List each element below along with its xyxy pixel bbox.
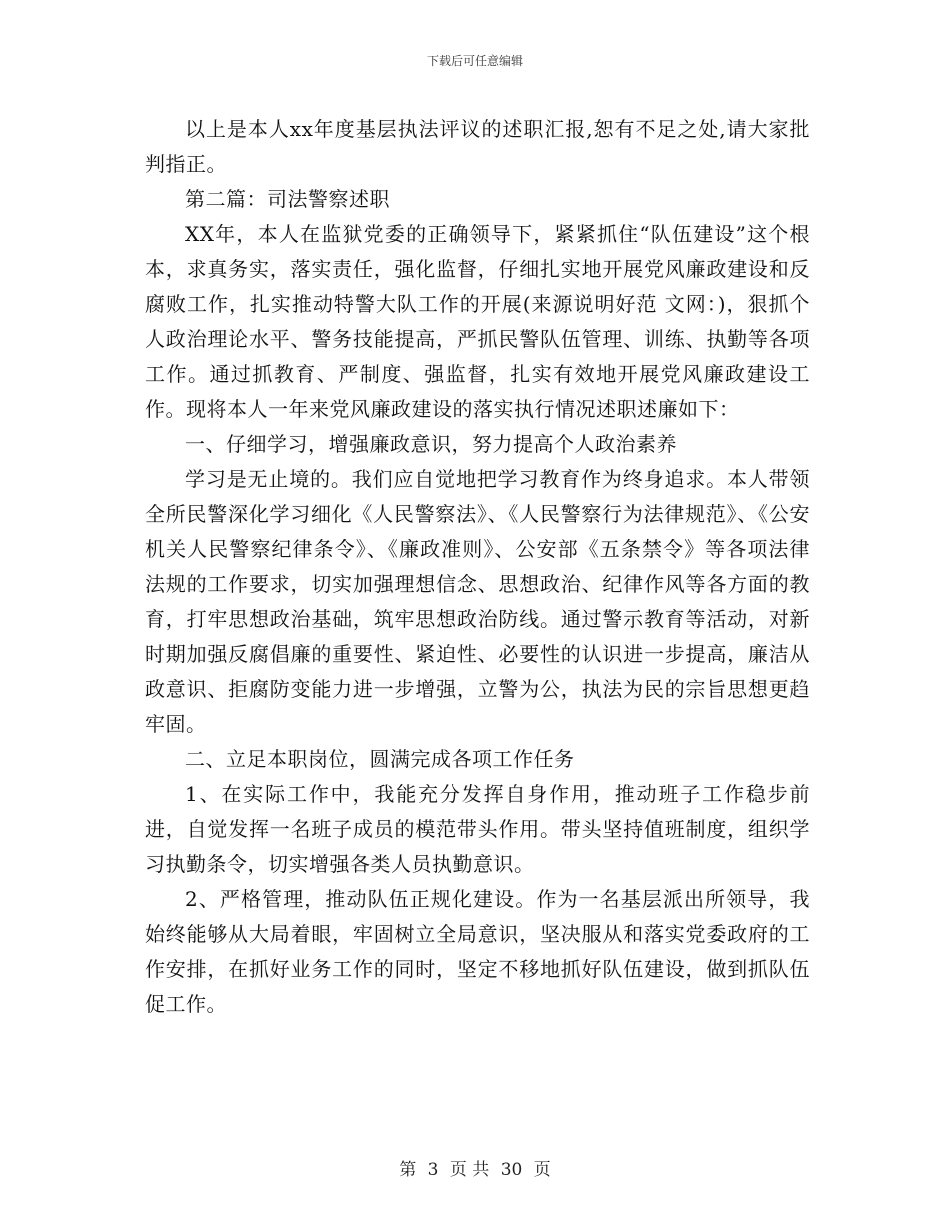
document-body xyxy=(145,112,810,1022)
footer-prefix: 第 xyxy=(399,1160,417,1180)
heading-one: 一、仔细学习，增强廉政意识，努力提高个人政治素养 xyxy=(185,432,677,456)
paragraph-item-one: 1、在实际工作中，我能充分发挥自身作用，推动班子工作稳步前进，自觉发挥一名班子成员的模范带头作用。带头坚持值班制度，组织学习执勤条令，切实增强各类人员执勤意识。 xyxy=(145,782,810,876)
paragraph-item-two: 2、严格管理，推动队伍正规化建设。作为一名基层派出所领导，我始终能够从大局着眼，牢固树立全局意识，坚决服从和落实党委政府的工作安排，在抓好业务工作的同时，坚定不移地抓好队伍建设，做到抓队伍促工作。 xyxy=(145,887,810,1016)
heading-two: 二、立足本职岗位，圆满完成各项工作任务 xyxy=(185,747,575,771)
footer-page-number: 3 xyxy=(427,1160,439,1180)
page-footer xyxy=(0,1155,950,1180)
footer-total-pages: 30 xyxy=(500,1160,523,1180)
paragraph-study: 学习是无止境的。我们应自觉地把学习教育作为终身追求。本人带领全所民警深化学习细化《人民警察法》、《人民警察行为法律规范》、《公安机关人民警察纪律条令》、《廉政准则》、公安部《五条禁令》等各项法律法规的工作要求，切实加强理想信念、思想政治、纪律作风等各方面的教育，打牢思想政治基础，筑牢思想政治防线。通过警示教育等活动，对新时期加强反腐倡廉的重要性、紧迫性、必要性的认识进一步提高，廉洁从政意识、拒腐防变能力进一步增强，立警为公，执法为民的宗旨思想更趋牢固。 xyxy=(145,467,810,736)
footer-suffix: 页 xyxy=(533,1160,551,1180)
page-header: 下载后可任意编辑 xyxy=(426,54,523,68)
footer-middle: 页 共 xyxy=(449,1160,490,1180)
paragraph-closing: 以上是本人xx年度基层执法评议的述职汇报,恕有不足之处,请大家批判指正。 xyxy=(145,117,810,176)
section-title-judicial-police: 第二篇：司法警察述职 xyxy=(185,187,390,211)
paragraph-intro: XX年，本人在监狱党委的正确领导下，紧紧抓住“队伍建设”这个根本，求真务实，落实责任，强化监督，仔细扎实地开展党风廉政建设和反腐败工作，扎实推动特警大队工作的开展(来源说明好范 文网：)，狠抓个人政治理论水平、警务技能提高，严抓民警队伍管理、训练、执勤等各项工作。通过抓教育、严制度、强监督，扎实有效地开展党风廉政建设工作。现将本人一年来党风廉政建设的落实执行情况述职述廉如下： xyxy=(145,222,810,421)
